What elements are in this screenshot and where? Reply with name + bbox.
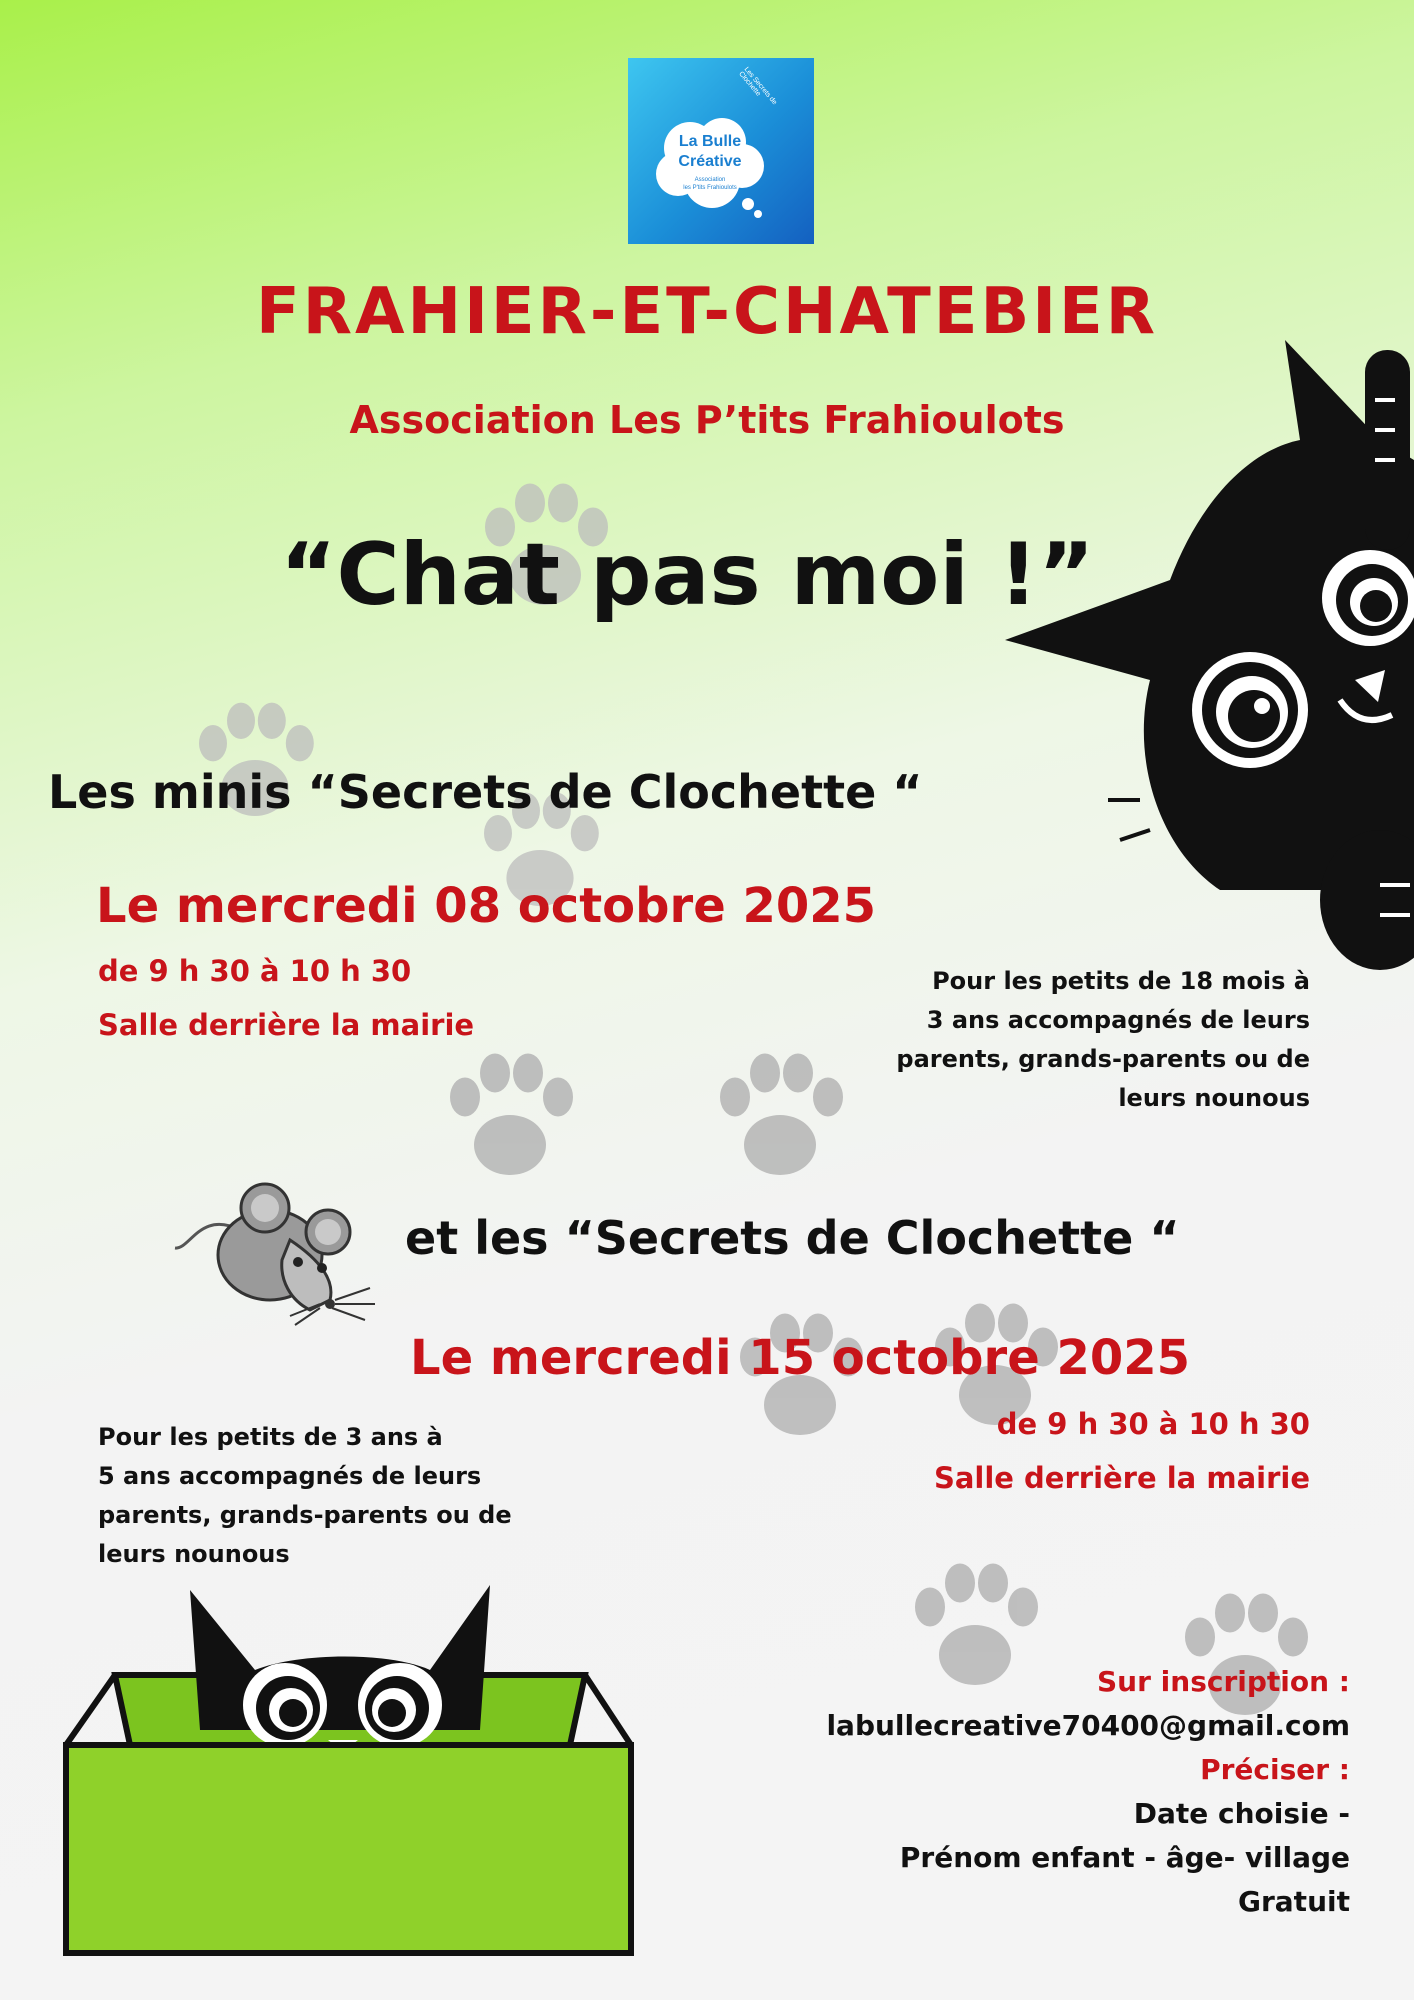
session2-time: de 9 h 30 à 10 h 30 — [996, 1407, 1310, 1441]
cat-in-box-illustration — [60, 1560, 640, 1960]
mouse-illustration — [170, 1170, 380, 1330]
session1-time: de 9 h 30 à 10 h 30 — [98, 954, 412, 988]
specify-label: Préciser : — [1200, 1753, 1350, 1786]
registration-email[interactable]: labullecreative70400@gmail.com — [826, 1709, 1350, 1742]
logo: La Bulle Créative Association les P'tits Frahioulots Les Secrets de Clochette — [628, 58, 814, 244]
specify-line-child: Prénom enfant - âge- village — [899, 1841, 1350, 1874]
association-name: Association Les P’tits Frahioulots — [349, 398, 1065, 442]
session2-title: et les “Secrets de Clochette “ — [405, 1211, 1180, 1265]
session2-place: Salle derrière la mairie — [933, 1461, 1310, 1495]
session2-date: Le mercredi 15 octobre 2025 — [410, 1330, 1191, 1386]
session1-audience: Pour les petits de 18 mois à 3 ans accompagnés de leurs parents, grands-parents ou de leurs nounous — [896, 967, 1310, 1112]
specify-line-date: Date choisie - — [1133, 1797, 1350, 1830]
registration-label: Sur inscription : — [1097, 1665, 1350, 1698]
price-label: Gratuit — [1238, 1885, 1350, 1918]
session2-audience: Pour les petits de 3 ans à 5 ans accompagnés de leurs parents, grands-parents ou de leurs nounous — [98, 1423, 512, 1568]
session1-place: Salle derrière la mairie — [98, 1008, 475, 1042]
town-title: FRAHIER-ET-CHATEBIER — [255, 275, 1159, 349]
event-motto: “Chat pas moi !” — [280, 525, 1095, 625]
registration-info — [640, 1660, 1350, 1924]
session1-title: Les minis “Secrets de Clochette “ — [48, 765, 923, 819]
session1-date: Le mercredi 08 octobre 2025 — [96, 878, 877, 934]
paw-print-icon — [430, 1040, 590, 1190]
